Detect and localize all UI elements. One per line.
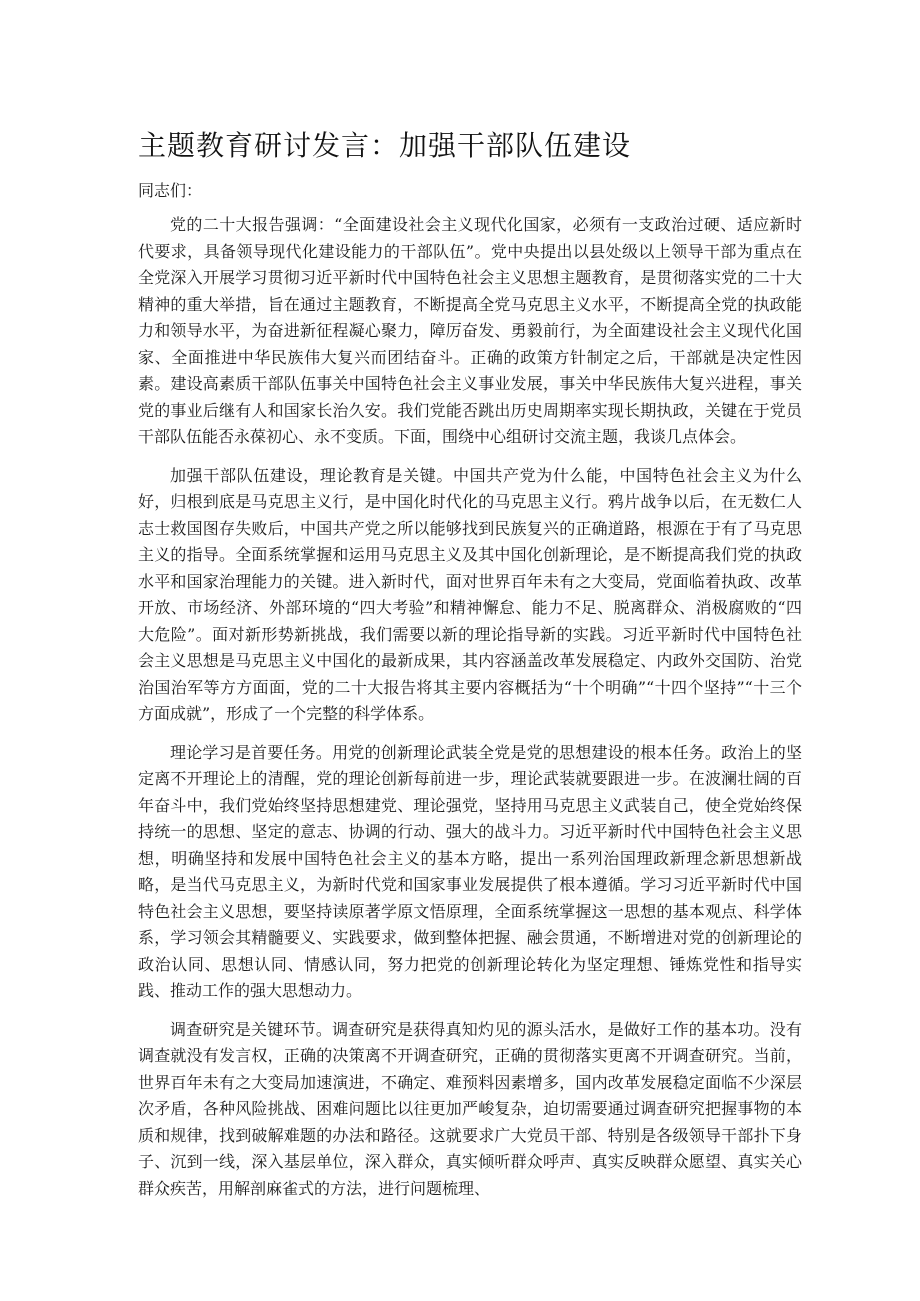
- paragraph-3: 理论学习是首要任务。用党的创新理论武装全党是党的思想建设的根本任务。政治上的坚定离不开理论上的清醒，党的理论创新每前进一步，理论武装就要跟进一步。在波澜壮阔的百年奋斗中，我们党始终坚持思想建党、理论强党，坚持用马克思主义武装自己，使全党始终保持统一的思想、坚定的意志、协调的行动、强大的战斗力。习近平新时代中国特色社会主义思想，明确坚持和发展中国特色社会主义的基本方略，提出一系列治国理政新理念新思想新战略，是当代马克思主义，为新时代党和国家事业发展提供了根本遵循。学习习近平新时代中国特色社会主义思想，要坚持读原著学原文悟原理，全面系统掌握这一思想的基本观点、科学体系，学习领会其精髓要义、实践要求，做到整体把握、融会贯通，不断增进对党的创新理论的政治认同、思想认同、情感认同，努力把党的创新理论转化为坚定理想、锤炼党性和指导实践、推动工作的强大思想动力。: [138, 742, 802, 1000]
- paragraph-4: 调查研究是关键环节。调查研究是获得真知灼见的源头活水，是做好工作的基本功。没有调查就没有发言权，正确的决策离不开调查研究，正确的贯彻落实更离不开调查研究。当前，世界百年未有之大变局加速演进，不确定、难预料因素增多，国内改革发展稳定面临不少深层次矛盾，各种风险挑战、困难问题比以往更加严峻复杂，迫切需要通过调查研究把握事物的本质和规律，找到破解难题的办法和路径。这就要求广大党员干部、特别是各级领导干部扑下身子、沉到一线，深入基层单位，深入群众，真实倾听群众呼声、真实反映群众愿望、真实关心群众疾苦，用解剖麻雀式的方法，进行问题梳理、: [138, 1019, 802, 1198]
- paragraph-1: 党的二十大报告强调：“全面建设社会主义现代化国家，必须有一支政治过硬、适应新时代要求，具备领导现代化建设能力的干部队伍”。党中央提出以县处级以上领导干部为重点在全党深入开展学习贯彻习近平新时代中国特色社会主义思想主题教育，是贯彻落实党的二十大精神的重大举措，旨在通过主题教育，不断提高全党马克思主义水平，不断提高全党的执政能力和领导水平，为奋进新征程凝心聚力，障厉奋发、勇毅前行，为全面建设社会主义现代化国家、全面推进中华民族伟大复兴而团结奋斗。正确的政策方针制定之后，干部就是决定性因素。建设高素质干部队伍事关中国特色社会主义事业发展，事关中华民族伟大复兴进程，事关党的事业后继有人和国家长治久安。我们党能否跳出历史周期率实现长期执政，关键在于党员干部队伍能否永葆初心、永不变质。下面，围绕中心组研讨交流主题，我谈几点体会。: [138, 215, 802, 446]
- paragraph-2: 加强干部队伍建设，理论教育是关键。中国共产党为什么能，中国特色社会主义为什么好，归根到底是马克思主义行，是中国化时代化的马克思主义行。鸦片战争以后，在无数仁人志士救国图存失败后，中国共产党之所以能够找到民族复兴的正确道路，根源在于有了马克思主义的指导。全面系统掌握和运用马克思主义及其中国化创新理论，是不断提高我们党的执政水平和国家治理能力的关键。进入新时代，面对世界百年未有之大变局，党面临着执政、改革开放、市场经济、外部环境的“四大考验”和精神懈怠、能力不足、脱离群众、消极腐败的“四大危险”。面对新形势新挑战，我们需要以新的理论指导新的实践。习近平新时代中国特色社会主义思想是马克思主义中国化的最新成果，其内容涵盖改革发展稳定、内政外交国防、治党治国治军等方方面面，党的二十大报告将其主要内容概括为“十个明确”“十四个坚持”“十三个方面成就”，形成了一个完整的科学体系。: [138, 465, 802, 723]
- document-page: [138, 128, 802, 1214]
- salutation: 同志们：: [138, 181, 203, 200]
- document-title: 主题教育研讨发言：加强干部队伍建设: [138, 129, 632, 162]
